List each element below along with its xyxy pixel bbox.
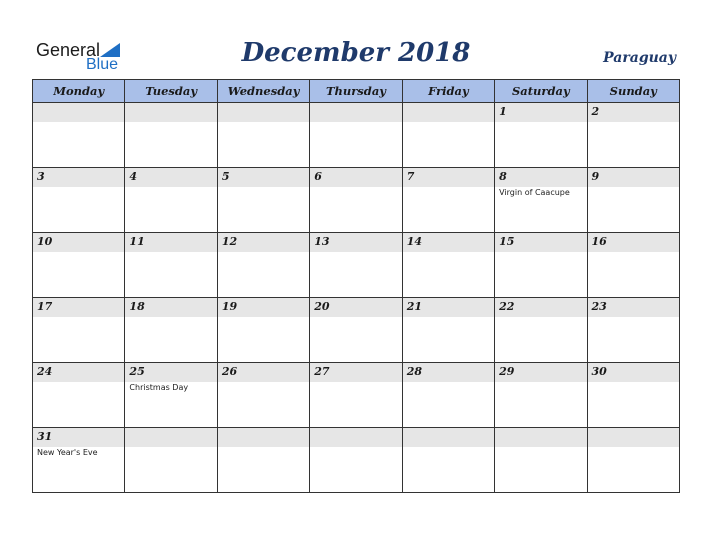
day-cell	[217, 233, 309, 298]
day-number: 13	[314, 235, 330, 248]
day-cell	[402, 363, 494, 428]
day-cell	[587, 298, 679, 363]
day-cell	[125, 168, 217, 233]
day-number-bar	[495, 363, 586, 382]
day-number-bar	[33, 233, 124, 252]
day-cell	[33, 298, 125, 363]
day-number-bar	[403, 298, 494, 317]
day-cell	[495, 363, 587, 428]
day-number: 28	[406, 365, 422, 378]
day-cell	[310, 233, 402, 298]
day-cell	[217, 363, 309, 428]
day-cell	[402, 168, 494, 233]
country-label: Paraguay	[603, 50, 676, 66]
day-number: 17	[37, 300, 53, 313]
day-cell	[310, 428, 402, 493]
day-number-bar	[588, 363, 679, 382]
holiday-label: New Year's Eve	[37, 448, 98, 457]
day-number: 10	[37, 235, 53, 248]
day-number: 6	[314, 170, 322, 183]
day-cell	[125, 103, 217, 168]
day-number: 24	[37, 365, 53, 378]
day-number-bar	[125, 363, 216, 382]
day-cell	[217, 103, 309, 168]
day-number-bar	[403, 168, 494, 187]
weekday-monday: Monday	[33, 80, 125, 103]
day-number: 26	[221, 365, 238, 378]
day-cell	[217, 168, 309, 233]
holiday-label: Christmas Day	[129, 383, 189, 392]
day-cell	[125, 363, 217, 428]
day-cell	[495, 298, 587, 363]
day-number-bar	[218, 103, 309, 122]
logo-general-text: General	[36, 40, 101, 60]
day-number: 1	[499, 105, 507, 118]
weekday-friday: Friday	[402, 80, 494, 103]
weekday-thursday: Thursday	[310, 80, 402, 103]
day-number: 27	[314, 365, 330, 378]
day-number: 2	[591, 105, 600, 118]
day-number-bar	[218, 363, 309, 382]
day-number: 23	[591, 300, 607, 313]
day-number-bar	[33, 363, 124, 382]
weekday-header-row	[33, 80, 680, 103]
day-cell	[217, 428, 309, 493]
day-number: 25	[129, 365, 145, 378]
day-number: 3	[37, 170, 45, 183]
day-number-bar	[218, 428, 309, 447]
day-number-bar	[33, 103, 124, 122]
day-number-bar	[218, 168, 309, 187]
weekday-saturday: Saturday	[495, 80, 587, 103]
day-number-bar	[218, 298, 309, 317]
day-number-bar	[495, 233, 586, 252]
day-cell	[125, 298, 217, 363]
week-row	[33, 168, 680, 233]
day-number: 30	[591, 365, 607, 378]
day-number: 29	[499, 365, 515, 378]
week-row	[33, 103, 680, 168]
day-cell	[495, 233, 587, 298]
day-number: 14	[406, 235, 422, 248]
day-number: 22	[499, 300, 515, 313]
day-number: 19	[221, 300, 238, 313]
day-cell	[310, 298, 402, 363]
day-number-bar	[588, 233, 679, 252]
day-number: 8	[499, 170, 507, 183]
day-number-bar	[403, 233, 494, 252]
day-number-bar	[403, 363, 494, 382]
day-number: 16	[591, 235, 607, 248]
weekday-wednesday: Wednesday	[217, 80, 309, 103]
day-cell	[495, 103, 587, 168]
day-number-bar	[33, 428, 124, 447]
day-cell	[402, 103, 494, 168]
day-cell	[402, 428, 494, 493]
day-number-bar	[310, 298, 401, 317]
day-number: 12	[221, 235, 238, 248]
day-number: 11	[129, 235, 145, 248]
day-number-bar	[33, 168, 124, 187]
day-number-bar	[588, 103, 679, 122]
week-row	[33, 233, 680, 298]
day-number: 15	[499, 235, 515, 248]
day-cell	[310, 168, 402, 233]
day-number-bar	[310, 428, 401, 447]
day-number-bar	[125, 233, 216, 252]
day-number-bar	[125, 428, 216, 447]
day-number-bar	[125, 103, 216, 122]
calendar-grid	[32, 79, 680, 493]
day-cell	[33, 428, 125, 493]
day-number-bar	[125, 298, 216, 317]
day-number: 20	[314, 300, 330, 313]
day-number-bar	[310, 363, 401, 382]
holiday-label: Virgin of Caacupe	[499, 188, 570, 197]
day-number-bar	[310, 103, 401, 122]
day-number: 31	[37, 430, 53, 443]
day-number-bar	[495, 298, 586, 317]
day-number-bar	[403, 428, 494, 447]
day-number-bar	[218, 233, 309, 252]
day-number-bar	[310, 233, 401, 252]
day-number-bar	[588, 298, 679, 317]
day-number-bar	[495, 168, 586, 187]
logo-blue-text: Blue	[86, 56, 119, 73]
day-number: 21	[406, 300, 422, 313]
day-number-bar	[403, 103, 494, 122]
day-number-bar	[495, 428, 586, 447]
day-cell	[402, 298, 494, 363]
day-number: 9	[591, 170, 600, 183]
day-number: 18	[129, 300, 145, 313]
day-number: 7	[406, 170, 415, 183]
day-number: 4	[129, 170, 138, 183]
week-row	[33, 363, 680, 428]
day-cell	[217, 298, 309, 363]
day-number-bar	[33, 298, 124, 317]
day-cell	[587, 168, 679, 233]
day-cell	[587, 233, 679, 298]
page-title: December 2018	[241, 38, 471, 68]
day-number-bar	[125, 168, 216, 187]
day-cell	[495, 168, 587, 233]
day-number-bar	[495, 103, 586, 122]
day-number-bar	[588, 428, 679, 447]
day-number: 5	[221, 170, 230, 183]
day-cell	[33, 168, 125, 233]
day-number-bar	[310, 168, 401, 187]
day-cell	[587, 103, 679, 168]
day-cell	[125, 233, 217, 298]
day-cell	[587, 428, 679, 493]
week-row	[33, 298, 680, 363]
weekday-sunday: Sunday	[587, 80, 679, 103]
weekday-tuesday: Tuesday	[125, 80, 217, 103]
day-cell	[33, 103, 125, 168]
day-cell	[125, 428, 217, 493]
day-cell	[402, 233, 494, 298]
day-cell	[310, 103, 402, 168]
day-cell	[587, 363, 679, 428]
day-cell	[33, 233, 125, 298]
day-cell	[495, 428, 587, 493]
day-cell	[33, 363, 125, 428]
day-cell	[310, 363, 402, 428]
week-row	[33, 428, 680, 493]
day-number-bar	[588, 168, 679, 187]
